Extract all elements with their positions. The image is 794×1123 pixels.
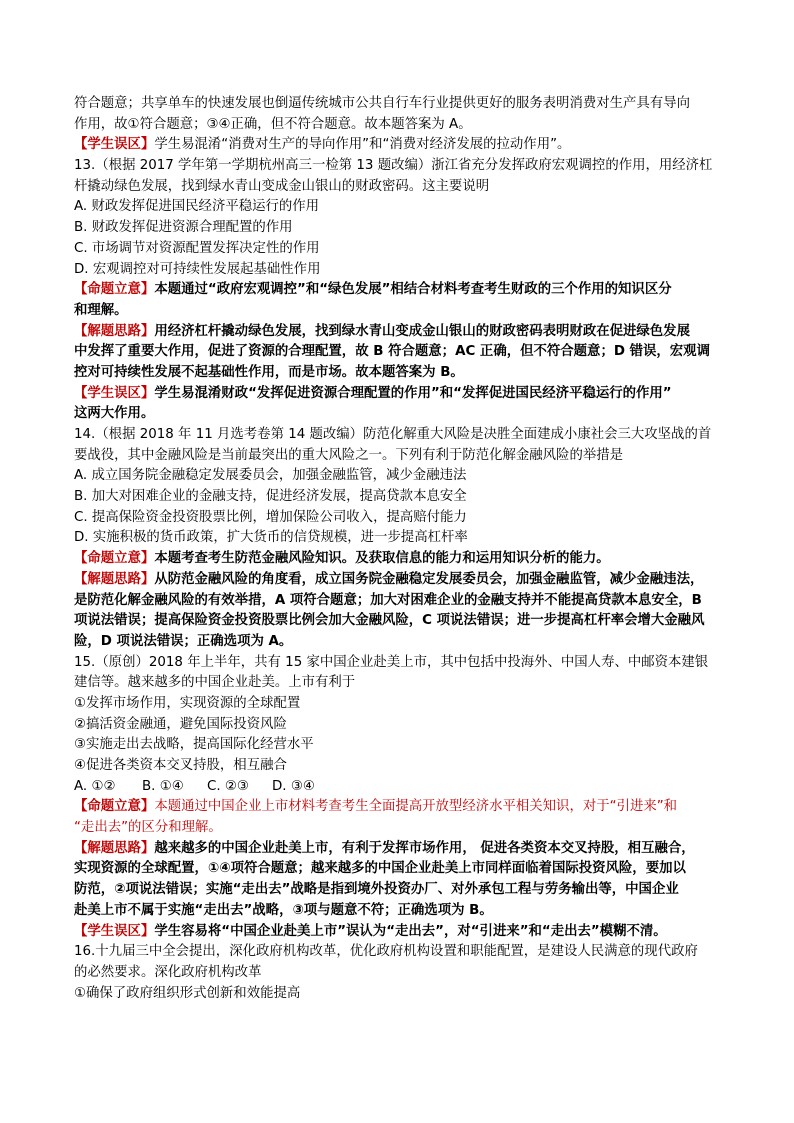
question-13-stem: 杆撬动绿色发展，找到绿水青山变成金山银山的财政密码。这主要说明 (74, 178, 490, 194)
option-b: B. 加大对困难企业的金融支持，促进经济发展，提高贷款本息安全 (74, 489, 467, 505)
solution-section (74, 322, 724, 343)
solution-text: 控对可持续性发展不起基础性作用，而是市场。故本题答案为 B。 (74, 364, 464, 380)
solution-tag: 【解题思路】 (74, 323, 155, 339)
intent-text: 本题通过中国企业上市材料考查考生全面提高开放型经济水平相关知识，对于“引进来”和 (154, 799, 678, 815)
question-15-stem: 建信等。越来越多的中国企业赴美。上市有利于 (74, 675, 356, 691)
misconception-tag: 【学生误区】 (74, 923, 155, 939)
option-b: B. 财政发挥促进资源合理配置的作用 (74, 220, 293, 236)
intent-text: “走出去”的区分和理解。 (74, 820, 222, 836)
option-a: A. 财政发挥促进国民经济平稳运行的作用 (74, 199, 320, 215)
misconception-text: 学生易混淆财政“发挥促进资源合理配置的作用”和“发挥促进国民经济平稳运行的作用” (154, 385, 672, 401)
statement-3: ③实施走出去战略，提高国际化经营水平 (74, 737, 314, 753)
solution-text: 项说法错误；提高保险资金投资股票比例会加大金融风险，C 项说法错误；进一步提高杠杆率会增大金融风 (74, 613, 705, 629)
student-misconception (74, 135, 724, 156)
intent-tag: 【命题立意】 (74, 799, 155, 815)
solution-text: 越来越多的中国企业赴美上市，有利于发挥市场作用， 促进各类资本交叉持股，相互融合， (154, 840, 695, 856)
text-line: 作用，故①符合题意；③④正确，但不符合题意。故本题答案为 A。 (74, 116, 472, 132)
option-c: C. 提高保险资金投资股票比例，增加保险公司收入，提高赔付能力 (74, 509, 467, 525)
statement-4: ④促进各类资本交叉持股，相互融合 (74, 758, 287, 773)
misconception-text: 这两大作用。 (74, 406, 155, 422)
intent-tag: 【命题立意】 (74, 282, 155, 298)
misconception-tag: 【学生误区】 (74, 385, 155, 401)
student-misconception (74, 384, 724, 405)
option-d: D. 实施积极的货币政策，扩大货币的信贷规模，进一步提高杠杆率 (74, 530, 468, 546)
intent-tag: 【命题立意】 (74, 551, 155, 567)
option-c: C. 市场调节对资源配置发挥决定性的作用 (74, 240, 320, 256)
answer-options (74, 777, 724, 798)
misconception-tag: 【学生误区】 (74, 137, 155, 153)
question-14-stem: 要战役，其中金融风险是当前最突出的重大风险之一。下列有利于防范化解金融风险的举措是 (74, 447, 624, 463)
option-d: D. ③④ (272, 778, 315, 794)
solution-section (74, 839, 724, 860)
question-14-stem: 14.（根据 2018 年 11 月选考卷第 14 题改编）防范化解重大风险是决胜全面建成小康社会三大攻坚战的首 (74, 427, 712, 442)
student-misconception (74, 922, 724, 943)
misconception-text: 学生容易将“中国企业赴美上市”误认为“走出去”，对“引进来”和“走出去”模糊不清。 (154, 923, 667, 939)
question-15-stem: 15.（原创）2018 年上半年，共有 15 家中国企业赴美上市，其中包括中投海外、中国人寿、中邮资本建银 (74, 654, 709, 670)
solution-text: 是防范化解金融风险的有效举措，A 项符合题意；加大对困难企业的金融支持并不能提高贷款本息安全，B (74, 592, 702, 608)
question-16-stem: 16.十九届三中全会提出，深化政府机构改革，优化政府机构设置和职能配置，是建设人民满意的现代政府 (74, 944, 698, 960)
solution-tag: 【解题思路】 (74, 571, 155, 587)
solution-text: 从防范金融风险的角度看，成立国务院金融稳定发展委员会，加强金融监管，减少金融违法， (154, 571, 704, 587)
misconception-text: 学生易混淆“消费对生产的导向作用”和“消费对经济发展的拉动作用”。 (154, 137, 571, 153)
solution-text: 防范，②项说法错误；实施“走出去”战略是指到境外投资办厂、对外承包工程与劳务输出等，中国企业 (74, 882, 679, 898)
solution-tag: 【解题思路】 (74, 840, 155, 856)
statement-1: ①确保了政府组织形式创新和效能提高 (74, 985, 301, 1001)
solution-text: 实现资源的全球配置，①④项符合题意；越来越多的中国企业赴美上市同样面临着国际投资风险，要加以 (74, 861, 686, 877)
question-16-stem: 的必然要求。深化政府机构改革 (74, 964, 262, 980)
option-b: B. ①④ (142, 778, 184, 794)
question-13-stem: 13.（根据 2017 学年第一学期杭州高三一检第 13 题改编）浙江省充分发挥政府宏观调控的作用，用经济杠 (74, 158, 713, 174)
option-c: C. ②③ (207, 778, 249, 794)
statement-2: ②搞活资金融通，避免国际投资风险 (74, 716, 287, 732)
intent-text: 本题通过“政府宏观调控”和“绿色发展”相结合材料考查考生财政的三个作用的知识区分 (154, 282, 672, 298)
text-line: 符合题意；共享单车的快速发展也倒逼传统城市公共自行车行业提供更好的服务表明消费对生产具有导向 (74, 96, 690, 111)
intent-section (74, 549, 724, 570)
statement-1: ①发挥市场作用，实现资源的全球配置 (74, 695, 301, 711)
intent-text: 本题考查考生防范金融风险知识。及获取信息的能力和运用知识分析的能力。 (154, 551, 610, 567)
intent-text: 和理解。 (74, 302, 128, 318)
solution-section (74, 570, 724, 591)
option-a: A. ①② (74, 778, 116, 794)
solution-text: 险，D 项说法错误；正确选项为 A。 (74, 633, 293, 649)
intent-section (74, 280, 724, 301)
solution-text: 用经济杠杆撬动绿色发展，找到绿水青山变成金山银山的财政密码表明财政在促进绿色发展 (154, 323, 690, 339)
document-page (74, 94, 724, 1004)
option-a: A. 成立国务院金融稳定发展委员会，加强金融监管，减少金融违法 (74, 468, 467, 484)
solution-text: 中发挥了重要大作用，促进了资源的合理配置，故 B 符合题意；AC 正确，但不符合题意；D 错误，宏观调 (74, 344, 710, 360)
option-d: D. 宏观调控对可持续性发展起基础性作用 (74, 261, 321, 277)
intent-section (74, 797, 724, 818)
solution-text: 赴美上市不属于实施“走出去”战略，③项与题意不符；正确选项为 B。 (74, 902, 493, 918)
